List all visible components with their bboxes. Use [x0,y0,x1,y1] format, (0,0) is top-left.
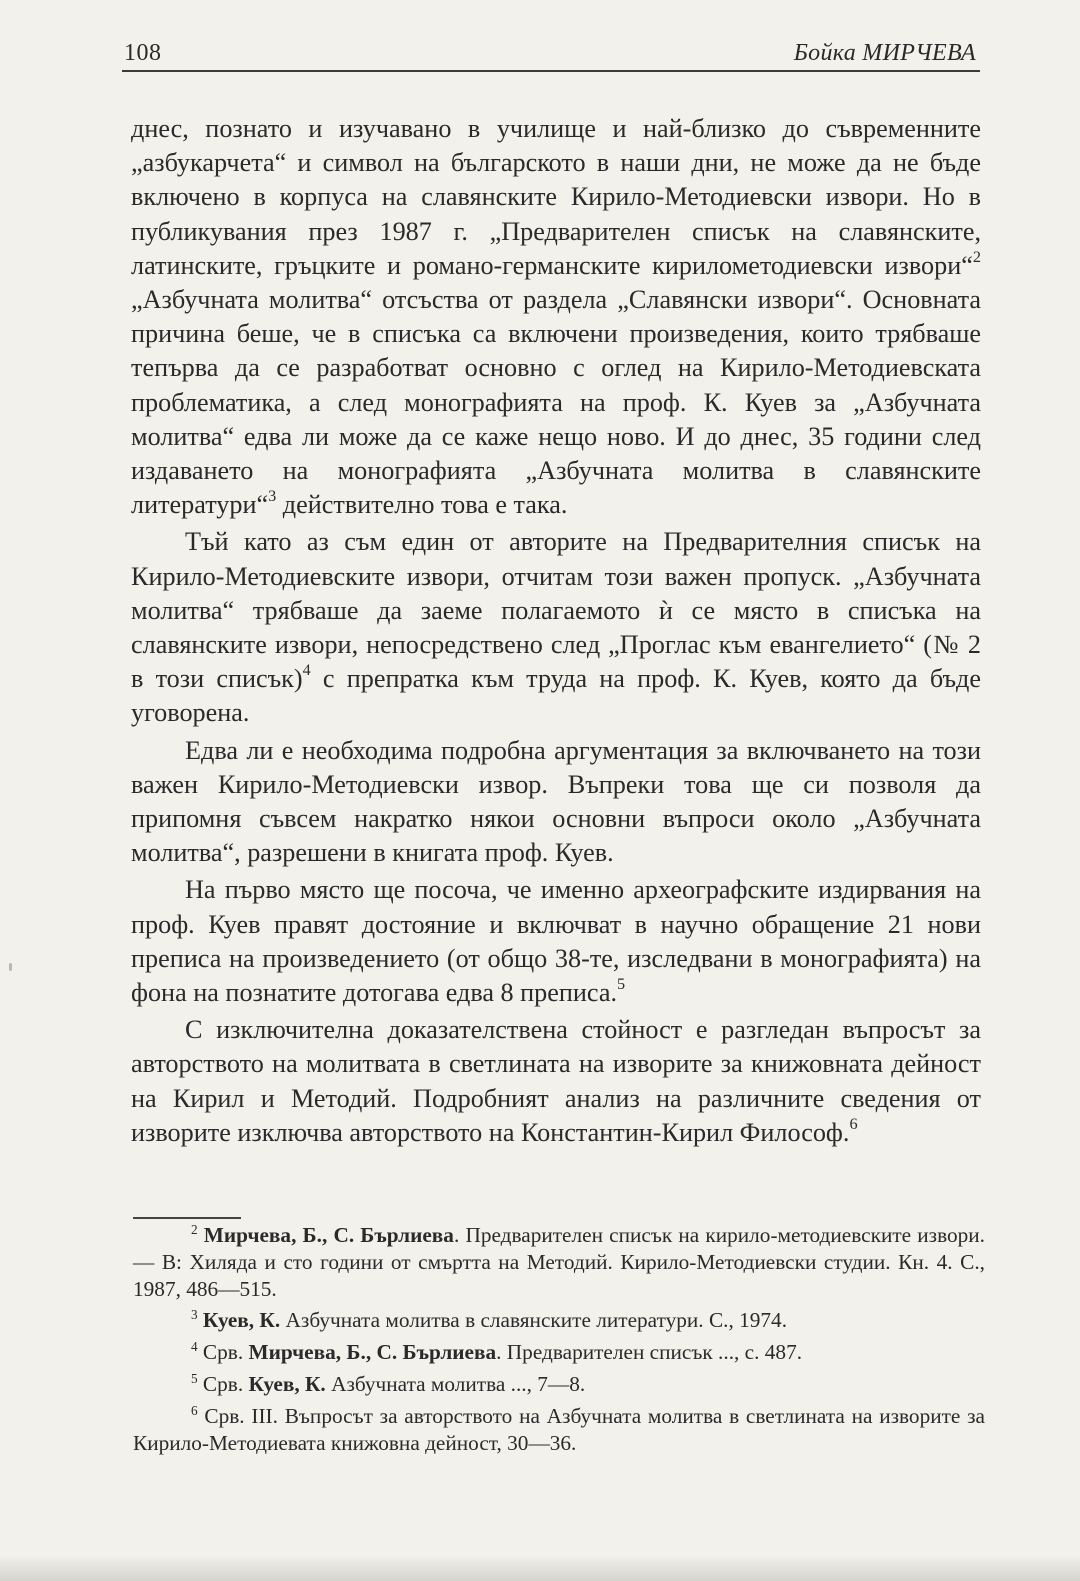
scan-speck [9,963,12,971]
paragraph-1 [131,112,981,522]
paragraph-2-text-b: с препратка към труда на проф. К. Куев, която да бъде уговорена. [131,664,981,728]
footnote-text: Азбучната молитва ..., 7—8. [325,1371,586,1396]
footnote-ref-2: 2 [972,247,981,266]
footnote-number: 3 [191,1307,198,1323]
page-header [122,30,980,72]
footnote-author: Куев, К. [202,1308,281,1333]
paragraph-2 [131,525,981,730]
footnote-number: 6 [191,1402,198,1418]
footnote-separator [133,1217,241,1219]
footnote-author: Мирчева, Б., С. Бърлиева [203,1223,454,1247]
paragraph-5 [131,1013,981,1150]
footnote-4 [133,1339,985,1366]
footnote-prefix: Срв. [202,1371,249,1396]
footnote-ref-6: 6 [849,1114,858,1133]
footnote-text: Азбучната молитва в славянските литератури. С., 1974. [280,1308,788,1333]
footnote-author: Куев, К. [248,1371,326,1396]
paragraph-5-text: С изключителна доказателствена стойност е разгледан въпросът за авторството на молитвата в светлината на изворите за книжовната дейност на Кирил и Методий. Подробният анализ на различните сведения от изворите изключва авторството на Константин-Кирил Философ. [131,1015,981,1147]
paragraph-4 [131,873,981,1010]
footnote-number: 5 [191,1370,198,1386]
running-head-author: Бойка МИРЧЕВА [793,40,976,66]
footnote-ref-3: 3 [268,487,277,506]
footnote-ref-4: 4 [302,661,311,680]
footnote-5 [133,1371,985,1398]
footnote-6 [133,1403,985,1457]
footnote-prefix: Срв. [202,1340,249,1365]
footnote-text: Срв. III. Въпросът за авторството на Азбучната молитва в светлината на изворите за Кирило-Методиевата книжовна дейност, 30—36. [133,1403,986,1455]
paragraph-1-text-b: „Азбучната молитва“ отсъства от раздела „Славянски извори“. Основната причина беше, че в списъка са включени произведения, които трябваше тепърва да се разработват основно с оглед на Кирило-Методиевската проблематика, а след монографията на проф. К. Куев за „Азбучната молитва“ едва ли може да се каже нещо ново. И до днес, 35 години след издаването на монографията „Азбучната молитва в славянските литератури“ [131,285,981,520]
footnote-2 [133,1222,985,1302]
paragraph-1-text-c: действително това е така. [276,490,568,520]
paragraph-4-text: На първо място ще посоча, че именно археографските издирвания на проф. Куев правят достояние и включват в научно обращение 21 нови преписа на произведението (от общо 38-те, изследвани в монографията) на фона на познатите дотогава едва 8 преписа. [131,875,981,1008]
paragraph-1-text-a: днес, познато и изучавано в училище и най-близко до съвременните „азбукарчета“ и символ на българското в наши дни, не може да не бъде включено в корпуса на славянските Кирило-Методиевски извори. Но в публикувания през 1987 г. „Предварителен списък на славянските, латинските, гръцките и романо-германските кирилометодиевски извори“ [131,114,981,280]
footnote-ref-5: 5 [617,974,626,993]
footnote-text: . Предварителен списък ..., с. 487. [496,1340,803,1365]
footnote-text: . Предварителен списък на кирило-методиевските извори. — В: Хиляда и сто години от смъртта на Методий. Кирило-Методиевски студии. Кн. 4. С., 1987, 486—515. [133,1223,986,1301]
paragraph-2-text-a: Тъй като аз съм един от авторите на Предварителния списък на Кирило-Методиевските извори, отчитам този важен пропуск. „Азбучната молитва“ трябваше да заеме полагаемото ѝ се място в списъка на славянските извори, непосредствено след „Проглас към евангелието“ (№ 2 в този списък) [131,527,981,694]
footnote-number: 4 [191,1339,198,1355]
footnote-number: 2 [191,1221,198,1237]
footnote-3 [133,1307,985,1334]
page-number: 108 [124,40,162,66]
page-edge-shadow [0,1555,1080,1581]
footnotes [133,1222,985,1461]
footnote-author: Мирчева, Б., С. Бърлиева [248,1340,497,1365]
main-text [131,112,981,1153]
paragraph-3: Едва ли е необходима подробна аргументация за включването на този важен Кирило-Методиевски извор. Въпреки това ще си позволя да припомня съвсем накратко някои основни въпроси около „Азбучната молитва“, разрешени в книгата проф. Куев. [131,735,981,868]
